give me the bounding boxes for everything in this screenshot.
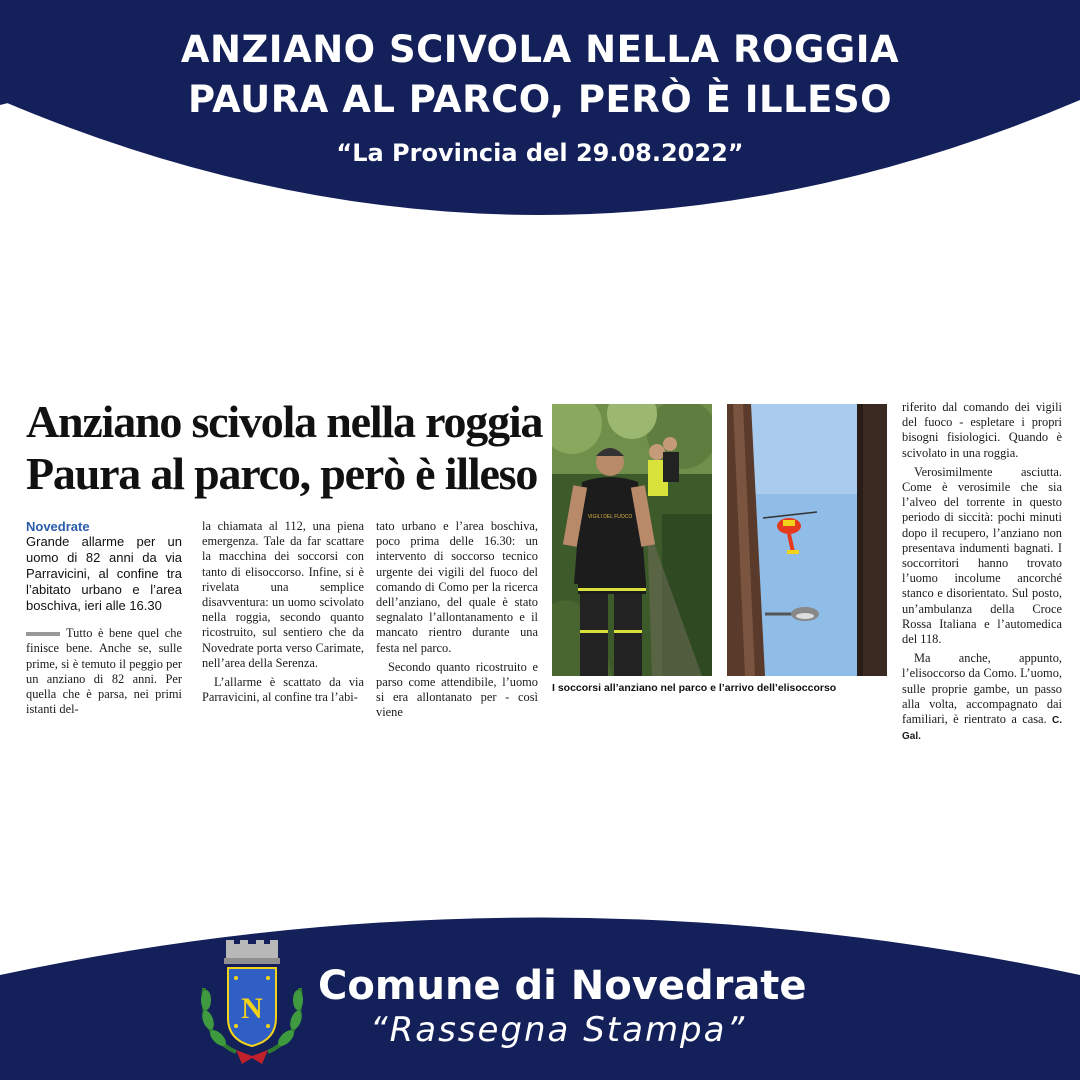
col2-paragraph-2: L’allarme è scattato da via Parravicini, al confine tra l’abi-	[202, 675, 364, 705]
col4-paragraph-3: Ma anche, appunto, l’elisoccorso da Como. L’uomo, sulle proprie gambe, un passo alla volta, accompagnato dai familiari, è rientrato a casa. C. Gal.	[902, 651, 1062, 743]
crest-letter: N	[241, 992, 263, 1025]
newspaper-clipping	[26, 396, 1076, 743]
footer-subtitle: “Rassegna Stampa”	[370, 1010, 747, 1050]
col1-paragraph: Tutto è bene quel che finisce bene. Anche se, sulle prime, si è temuto il peggio per un anziano di 82 anni. Per quella che è parsa, nei primi istanti del-	[26, 626, 182, 717]
header	[0, 0, 1080, 167]
article-column-2	[202, 519, 364, 709]
divider-dash	[26, 632, 60, 636]
col4-paragraph-1: riferito dal comando dei vigili del fuoco - espletare i propri bisogni fisiologici. Quando è scivolato in una roggia.	[902, 400, 1062, 460]
col2-paragraph-1: la chiamata al 112, una piena emergenza. Tale da far scattare la macchina dei soccorsi con tanto di elisoccorso. Infine, si è rivelata una semplice disavventura: un uomo scivolato nella roggia, secondo quanto ricostruito, sul sentiero che da Novedrate porta verso Carimate, nell’area della Serenza.	[202, 519, 364, 670]
photo-helicopter	[727, 404, 887, 676]
municipal-crest-icon	[196, 940, 308, 1066]
article-signature: C. Gal.	[902, 715, 1062, 743]
header-source: “La Provincia del 29.08.2022”	[336, 139, 744, 167]
col4-paragraph-2: Verosimilmente asciutta. Come è verosimile che sia l’alveo del torrente in questo periodo di siccità: pochi minuti dopo il recupero, l’anziano non presentava indumenti bagnati. I soccorritori hanno trovato l’uomo incolume ancorché stanco e disorientato. Sul posto, un’ambulanza della Croce Rossa Italiana e l’automedica del 118.	[902, 464, 1062, 647]
header-title-line2: PAURA AL PARCO, PERÒ È ILLESO	[187, 78, 893, 121]
article-column-1	[26, 519, 182, 721]
header-title	[0, 25, 1080, 125]
headline-line1: Anziano scivola nella roggia	[26, 396, 543, 447]
article-column-3	[376, 519, 538, 725]
footer	[318, 962, 807, 1050]
header-title-line1: ANZIANO SCIVOLA NELLA ROGGIA	[180, 28, 900, 71]
footer-title: Comune di Novedrate	[318, 963, 807, 1009]
article-column-4	[902, 400, 1062, 748]
headline-line2: Paura al parco, però è illeso	[26, 448, 538, 499]
article-lead: Grande allarme per un uomo di 82 anni da via Parravicini, al confine tra l’abitato urbano e l’area boschiva, ieri alle 16.30	[26, 534, 182, 614]
col3-paragraph-1: tato urbano e l’area boschiva, poco prima delle 16.30: un intervento di soccorso tecnico urgente dei vigili del fuoco del comando di Como per la ricerca dell’anziano, del quale è stato segnalato l’allontanamento e il mancato rientro durante una festa nel parco.	[376, 519, 538, 655]
col3-paragraph-2: Secondo quanto ricostruito e parso come attendibile, l’uomo si era allontanato per - così viene	[376, 659, 538, 720]
svg-text:VIGILI DEL FUOCO: VIGILI DEL FUOCO	[587, 514, 633, 520]
article-headline	[26, 396, 546, 500]
article-place: Novedrate	[26, 519, 90, 534]
photo-rescuers	[552, 404, 712, 676]
photo-caption: I soccorsi all’anziano nel parco e l’arrivo dell’elisoccorso	[552, 682, 837, 694]
